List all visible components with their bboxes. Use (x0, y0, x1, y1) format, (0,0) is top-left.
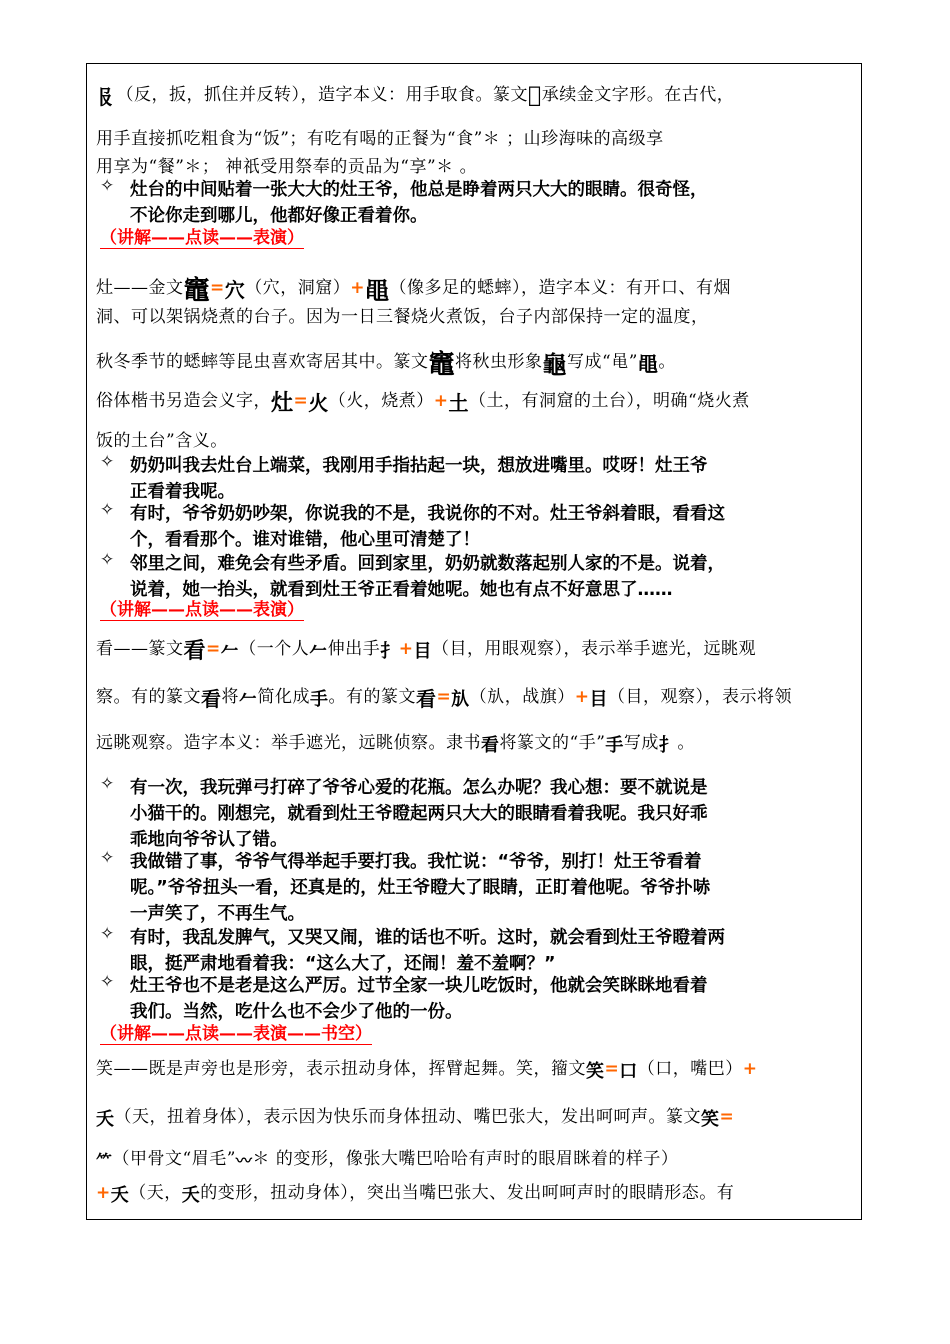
glyph-huo-zao: 灶 (271, 391, 294, 416)
diamond-bullet-icon: ✧ (100, 176, 115, 196)
para-line: ⺮（甲骨文“眉毛”〰＊ 的变形，像张大嘴巴哈哈有声时的眼眉眯着的样子） (96, 1149, 679, 1170)
para-line: 洞、可以架锅烧煮的台子。因为一日三餐烧火煮饭，台子内部保持一定的温度， (96, 307, 709, 327)
diamond-bullet-icon: ✧ (100, 924, 115, 944)
para-line: 察。有的篆文看将𠂉简化成手。有的篆文看=㫃（㫃，战旗）+目（目，观察），表示将领 (96, 682, 792, 712)
para-line: 夭（天，扭着身体），表示因为快乐而身体扭动、嘴巴张大，发出呵呵声。篆文笑= (96, 1102, 734, 1131)
para-line: 俗体楷书另造会义字，灶=火（火，烧煮）+土（土，有洞窟的土台），明确“烧火煮 (96, 386, 750, 417)
glyph-yan: 㫃 (451, 688, 470, 710)
glyph-xiao-zhou: 笑 (586, 1060, 605, 1082)
glyph-zao-zhuan: 竈 (428, 350, 456, 380)
glyph-ren-shou: 𠂉 (220, 640, 240, 662)
glyph-ren-shou-2: 𠂉 (239, 688, 258, 710)
diamond-bullet-icon: ✧ (100, 972, 115, 992)
diamond-bullet-icon: ✧ (100, 452, 115, 472)
section-heading: （讲解——点读——表演） (100, 600, 304, 620)
glyph-huo: 火 (308, 391, 329, 415)
para-line: 看——篆文看=𠂉（一个人𠂉伸出手扌+目（目，用眼观察），表示举手遮光，远眺观 (96, 634, 756, 665)
glyph-yao: 夭 (96, 1108, 115, 1130)
glyph-zhuan-shi: 𩚏 (528, 83, 542, 108)
diamond-bullet-icon: ✧ (100, 550, 115, 570)
para-line: 用手直接抓吃粗食为“饭”；有吃有喝的正餐为“食”＊ ；山珍海味的高级享 (96, 129, 664, 149)
glyph-kou: 口 (619, 1060, 638, 1082)
glyph-mei2: 〰 (235, 1151, 253, 1170)
para-line: 饭的土台”含义。 (96, 431, 228, 451)
glyph-yao3: 夭 (181, 1184, 201, 1206)
glyph-ren: 𠂉 (309, 640, 328, 662)
glyph-zao-jin: 竈 (183, 276, 211, 306)
para-line: 远眺观察。造字本义：举手遮光，远眺侦察。隶书看将篆文的“手”手写成扌。 (96, 728, 695, 757)
glyph-mei: ⺮ (96, 1151, 113, 1170)
glyph-xiao-zhuan: 笑 (701, 1108, 720, 1130)
para-line: 灶——金文竈=穴（穴，洞窟）+黽（像多足的蟋蟀），造字本义：有开口、有烟 (96, 270, 731, 307)
glyph-kan-zhuan: 看 (183, 639, 207, 664)
glyph-mu2: 目 (589, 688, 608, 710)
para-line: 笑——既是声旁也是形旁，表示扭动身体，挥臂起舞。笑，籀文笑=口（口，嘴巴）+ (96, 1054, 758, 1083)
glyph-kan-li: 看 (481, 734, 500, 756)
diamond-bullet-icon: ✧ (100, 774, 115, 794)
glyph-xue: 穴 (224, 278, 246, 302)
section-heading: （讲解——点读——表演） (100, 228, 304, 248)
glyph-shou2: 手 (310, 688, 329, 710)
glyph-mu: 目 (413, 640, 433, 662)
glyph-qiu: 龜 (542, 351, 568, 379)
glyph-tu: 土 (448, 391, 470, 415)
glyph-min-small: 黽 (637, 352, 659, 376)
glyph-kan3: 看 (416, 687, 437, 711)
glyph-shou4: 扌 (658, 734, 678, 756)
diamond-bullet-icon: ✧ (100, 848, 115, 868)
glyph-shou3: 手 (605, 734, 624, 756)
section-heading: （讲解——点读——表演——书空） (100, 1024, 372, 1044)
diamond-bullet-icon: ✧ (100, 500, 115, 520)
glyph-kan2: 看 (201, 687, 222, 711)
glyph-min: 黽 (365, 277, 390, 305)
para-line: +夭（天，夭的变形，扭动身体），突出当嘴巴张大、发出呵呵声时的眼睛形态。有 (96, 1178, 734, 1207)
glyph-fan: 𠬝 (96, 85, 117, 109)
para-line: 𠬝（反，扳，抓住并反转），造字本义：用手取食。篆文𩚏承续金文字形。在古代， (96, 83, 735, 109)
para-line: 秋冬季节的蟋蟀等昆虫喜欢寄居其中。篆文竈将秋虫形象龜写成“黾”黽。 (96, 344, 676, 381)
glyph-shou: 扌 (380, 640, 399, 662)
glyph-yao2: 夭 (110, 1184, 130, 1206)
para-line: 用享为“餐”＊； 神祇受用祭奉的贡品为“享”＊ 。 (96, 157, 478, 177)
